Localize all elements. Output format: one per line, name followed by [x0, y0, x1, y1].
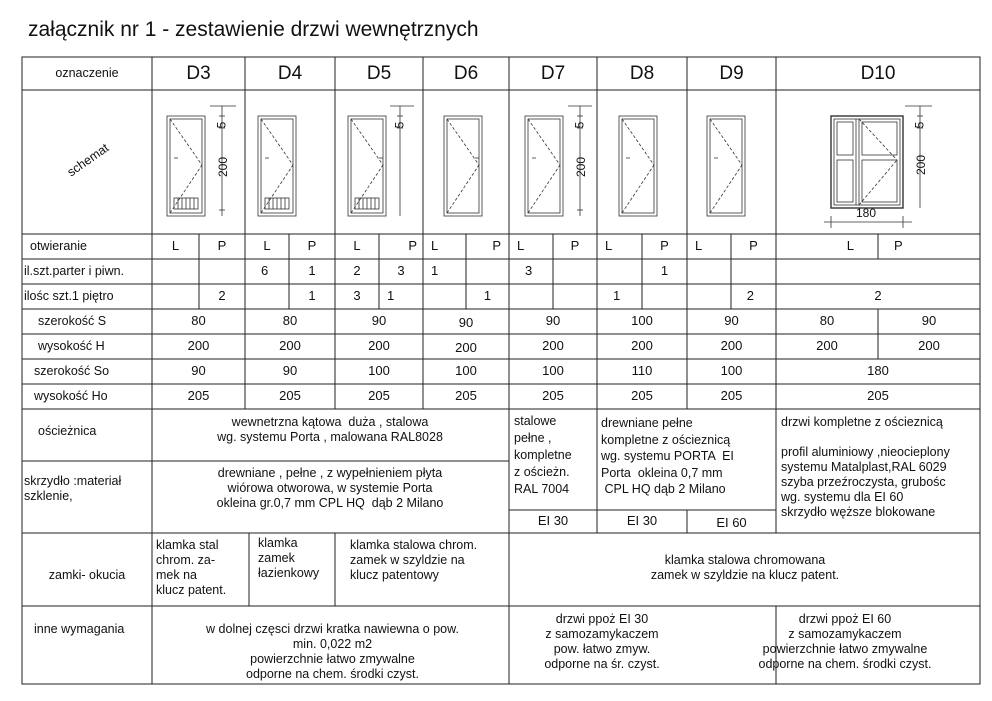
cell-otwieranie: P [492, 238, 501, 254]
cell-szerokosc-s: 80 [819, 313, 835, 329]
cell-wysokosc-h: 200 [279, 338, 301, 354]
cell-wysokosc-ho: 205 [631, 388, 653, 404]
inne-d9-d10: drzwi ppoż EI 60 z samozamykaczem powierzchnie łatwo zmywalne odporne na chem. środki czyst. [758, 612, 932, 671]
cell-otwieranie: L [353, 238, 361, 254]
label-wysokosc-ho: wysokość Ho [34, 389, 108, 404]
label-wysokosc-h: wysokość H [38, 339, 105, 354]
text-d7: stalowe pełne , kompletne z ościeżn. RAL 7004 [514, 414, 572, 496]
door-schematics [167, 106, 932, 228]
cell-szerokosc-so: 100 [720, 363, 743, 379]
cell-wysokosc-ho: 205 [867, 388, 889, 404]
dim-height: 200 [914, 154, 929, 176]
cell-szerokosc-so: 180 [867, 363, 889, 379]
cell-szerokosc-s: 80 [282, 313, 298, 329]
cell-pietro: 1 [308, 288, 316, 304]
cell-wysokosc-h: 200 [816, 338, 838, 354]
cell-szerokosc-so: 90 [282, 363, 298, 379]
cell-wysokosc-ho: 205 [279, 388, 301, 404]
cell-wysokosc-ho: 205 [720, 388, 743, 404]
text-d10: drzwi kompletne z ościeznicą profil aluminiowy ,nieocieplony systemu Matalplast,RAL 6029 szyba przeźroczysta, grubośc wg. systemu dla EI 60 skrzydło węższe blokowane [781, 415, 950, 519]
dim-top: 5 [392, 121, 407, 129]
cell-parter: 2 [353, 263, 361, 279]
cell-ei: EI 60 [716, 515, 747, 531]
cell-szerokosc-s: 100 [631, 313, 653, 329]
page-title: załącznik nr 1 - zestawienie drzwi wewnętrznych [28, 18, 479, 41]
dim-height: 200 [216, 156, 231, 178]
cell-wysokosc-h: 200 [455, 340, 477, 356]
label-oscieznica: ościeżnica [38, 424, 97, 438]
cell-szerokosc-s: 80 [191, 313, 206, 329]
label-pietro: ilośc szt.1 piętro [24, 289, 114, 304]
cell-ei: EI 30 [626, 513, 658, 529]
dim-width: 180 [855, 206, 877, 221]
label-oznaczenie: oznaczenie [55, 66, 119, 81]
cell-otwieranie: P [894, 238, 903, 254]
cell-ei: EI 30 [537, 513, 569, 529]
cell-szerokosc-so: 100 [542, 363, 564, 379]
inne-d7-d8: drzwi ppoż EI 30 z samozamykaczem pow. łatwo zmyw. odporne na śr. czyst. [544, 612, 660, 671]
dim-top: 5 [214, 121, 229, 129]
door-header-d4: D4 [277, 62, 303, 84]
inne-d3-d6: w dolnej częsci drzwi kratka nawiewna o pow. min. 0,022 m2 powierzchnie łatwo zmywalne odporne na chem. środki czyst. [206, 622, 459, 681]
cell-parter: 3 [397, 263, 405, 279]
door-header-d5: D5 [366, 62, 392, 84]
cell-szerokosc-s: 90 [371, 313, 387, 329]
label-szerokosc-so: szerokość So [34, 364, 110, 379]
cell-szerokosc-so: 110 [631, 363, 653, 379]
cell-otwieranie: P [408, 238, 417, 254]
door-header-d10: D10 [860, 62, 896, 84]
oscieznica-d3-d6: wewnetrzna kątowa duża , stalowa wg. systemu Porta , malowana RAL8028 [217, 415, 443, 444]
label-szerokosc-s: szerokość S [38, 314, 107, 329]
dim-height: 200 [574, 156, 589, 178]
cell-pietro: 2 [874, 288, 882, 304]
cell-szerokosc-s: 90 [545, 313, 561, 329]
cell-pietro: 3 [353, 288, 361, 304]
cell-otwieranie: L [695, 238, 703, 254]
cell-parter: 1 [431, 263, 439, 279]
zamki-d4: klamka zamek łazienkowy [258, 536, 320, 580]
label-otwieranie: otwieranie [30, 239, 87, 254]
cell-otwieranie: P [749, 238, 758, 254]
cell-otwieranie: L [171, 238, 180, 254]
door-header-d8: D8 [629, 62, 655, 84]
dim-top: 5 [912, 121, 927, 129]
cell-szerokosc-so: 100 [455, 363, 477, 379]
cell-wysokosc-ho: 205 [368, 388, 390, 404]
door-header-d7: D7 [540, 62, 566, 84]
cell-wysokosc-h: 200 [631, 338, 653, 354]
cell-szerokosc-s: 90 [921, 313, 937, 329]
text-d8-d9: drewniane pełne kompletne z ościeznicą wg. systemu PORTA EI Porta okleina 0,7 mm CPL HQ dąb 2 Milano [601, 416, 734, 496]
zamki-d5-d6: klamka stalowa chrom. zamek w szyldzie na klucz patentowy [350, 538, 478, 582]
cell-otwieranie: L [605, 238, 613, 254]
door-header-d3: D3 [186, 62, 211, 84]
cell-otwieranie: L [431, 238, 439, 254]
cell-wysokosc-h: 200 [542, 338, 564, 354]
cell-wysokosc-h: 200 [720, 338, 743, 354]
cell-pietro: 1 [483, 288, 492, 304]
cell-szerokosc-so: 100 [368, 363, 390, 379]
cell-pietro: 2 [218, 288, 226, 304]
cell-parter: 1 [308, 263, 316, 279]
cell-pietro: 1 [387, 288, 395, 304]
dim-top: 5 [572, 121, 587, 129]
cell-parter: 3 [525, 263, 533, 279]
door-header-d9: D9 [719, 62, 744, 84]
cell-wysokosc-ho: 205 [455, 388, 477, 404]
zamki-d3: klamka stal chrom. za- mek na klucz patent. [156, 538, 227, 597]
cell-szerokosc-so: 90 [191, 363, 206, 379]
cell-wysokosc-h: 200 [368, 338, 390, 354]
cell-pietro: 2 [746, 288, 754, 304]
label-skrzydlo: skrzydło :materiał szklenie, [24, 474, 122, 503]
cell-szerokosc-s: 90 [724, 313, 739, 329]
skrzydlo-d3-d6: drewniane , pełne , z wypełnieniem płyta wiórowa otworowa, w systemie Porta okleina gr.0,7 mm CPL HQ dąb 2 Milano [216, 466, 444, 510]
cell-parter: 1 [660, 263, 669, 279]
label-parter: il.szt.parter i piwn. [24, 264, 125, 279]
cell-wysokosc-h: 200 [187, 338, 210, 354]
label-schemat: schemat [64, 140, 112, 180]
cell-wysokosc-ho: 205 [542, 388, 564, 404]
label-zamki: zamki- okucia [48, 567, 126, 582]
cell-otwieranie: P [217, 238, 227, 254]
cell-otwieranie: P [660, 238, 669, 254]
cell-otwieranie: P [307, 238, 317, 254]
cell-otwieranie: P [570, 238, 580, 254]
cell-otwieranie: L [263, 238, 271, 254]
cell-pietro: 1 [613, 288, 621, 304]
cell-wysokosc-h: 200 [918, 338, 940, 354]
cell-wysokosc-ho: 205 [187, 388, 210, 404]
cell-otwieranie: L [517, 238, 525, 254]
cell-otwieranie: L [846, 238, 854, 254]
cell-parter: 6 [261, 263, 269, 279]
label-inne: inne wymagania [34, 622, 125, 636]
cell-szerokosc-s: 90 [458, 315, 474, 331]
door-header-d6: D6 [453, 62, 479, 84]
zamki-d7-d10: klamka stalowa chromowana zamek w szyldzie na klucz patent. [650, 553, 840, 582]
